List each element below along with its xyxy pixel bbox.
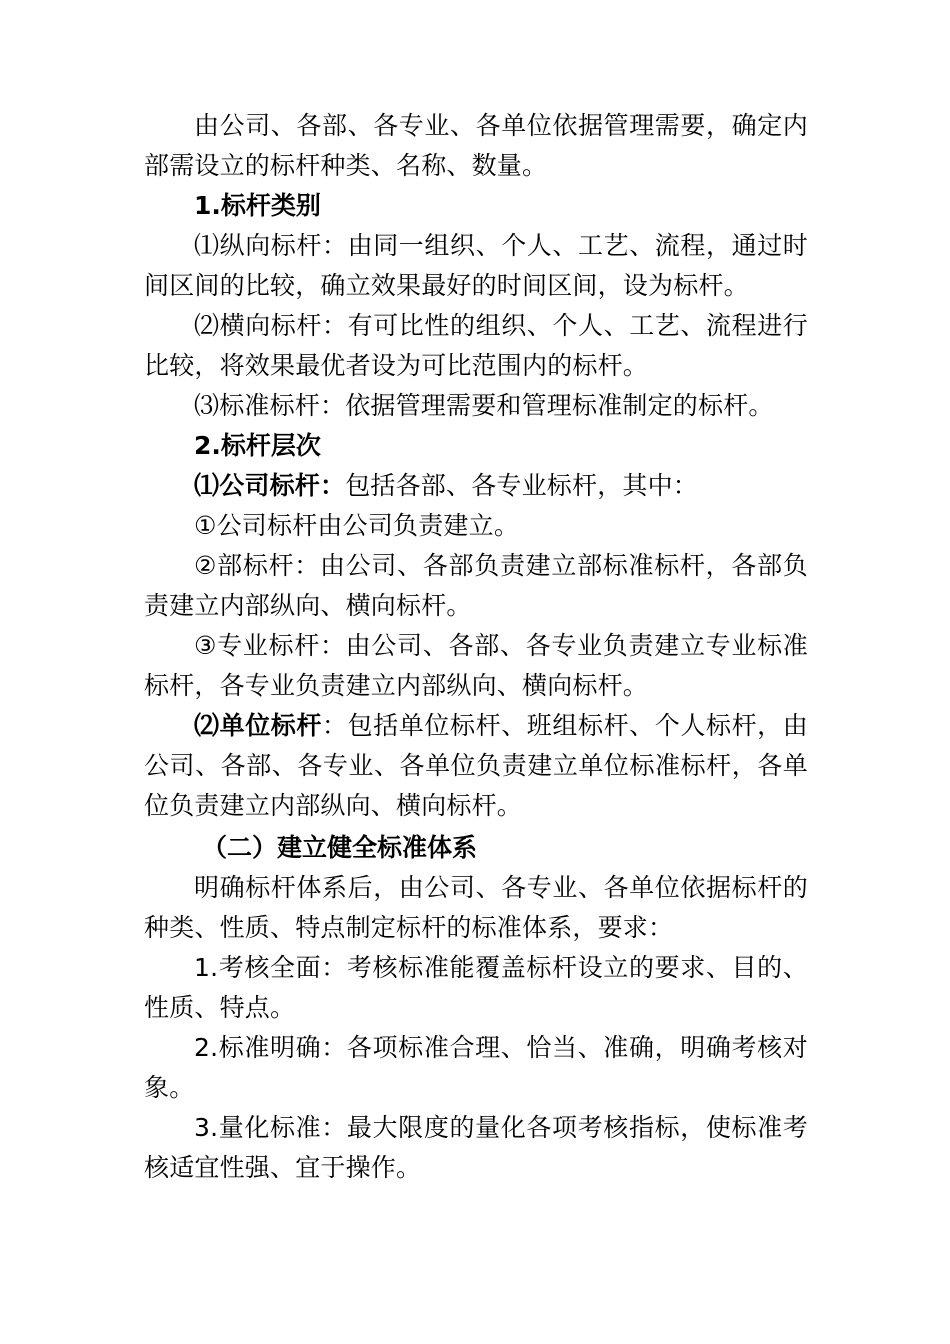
paragraph-requirement-1: 1.考核全面：考核标准能覆盖标杆设立的要求、目的、性质、特点。 [144, 953, 808, 1022]
paragraph-horizontal-benchmark: ⑵横向标杆：有可比性的组织、个人、工艺、流程进行比较，将效果最优者设为可比范围内的标杆。 [144, 311, 808, 380]
unit-benchmark-label: ⑵单位标杆 [194, 711, 322, 740]
paragraph-standard-system-intro: 明确标杆体系后，由公司、各专业、各单位依据标杆的种类、性质、特点制定标杆的标准体系，要求： [144, 873, 808, 942]
paragraph-standard-benchmark: ⑶标准标杆：依据管理需要和管理标准制定的标杆。 [194, 391, 774, 420]
paragraph-vertical-benchmark: ⑴纵向标杆：由同一组织、个人、工艺、流程，通过时间区间的比较，确立效果最好的时间区间，设为标杆。 [144, 231, 808, 300]
paragraph-company-benchmark [144, 466, 808, 506]
heading-standard-system: （二）建立健全标准体系 [202, 833, 478, 862]
company-benchmark-text: 包括各部、各专业标杆，其中： [345, 471, 699, 500]
paragraph-unit-benchmark [144, 706, 808, 826]
company-benchmark-label: ⑴公司标杆： [194, 471, 346, 500]
paragraph-department-benchmark: ②部标杆：由公司、各部负责建立部标准标杆，各部负责建立内部纵向、横向标杆。 [144, 551, 808, 620]
paragraph-intro: 由公司、各部、各专业、各单位依据管理需要，确定内部需设立的标杆种类、名称、数量。 [144, 111, 808, 180]
paragraph-specialty-benchmark: ③专业标杆：由公司、各部、各专业负责建立专业标准标杆，各专业负责建立内部纵向、横向标杆。 [144, 631, 808, 700]
heading-benchmark-categories: 1.标杆类别 [194, 191, 321, 220]
paragraph-requirement-2: 2.标准明确：各项标准合理、恰当、准确，明确考核对象。 [144, 1033, 808, 1102]
paragraph-company-benchmark-item-1: ①公司标杆由公司负责建立。 [194, 511, 520, 540]
heading-benchmark-levels: 2.标杆层次 [194, 431, 321, 460]
paragraph-requirement-3: 3.量化标准：最大限度的量化各项考核指标，使标准考核适宜性强、宜于操作。 [144, 1113, 808, 1182]
unit-benchmark-text: ：包括单位标杆、班组标杆、个人标杆，由公司、各部、各专业、各单位负责建立单位标准标杆，各单位负责建立内部纵向、横向标杆。 [144, 711, 808, 820]
document-body [144, 106, 808, 1188]
